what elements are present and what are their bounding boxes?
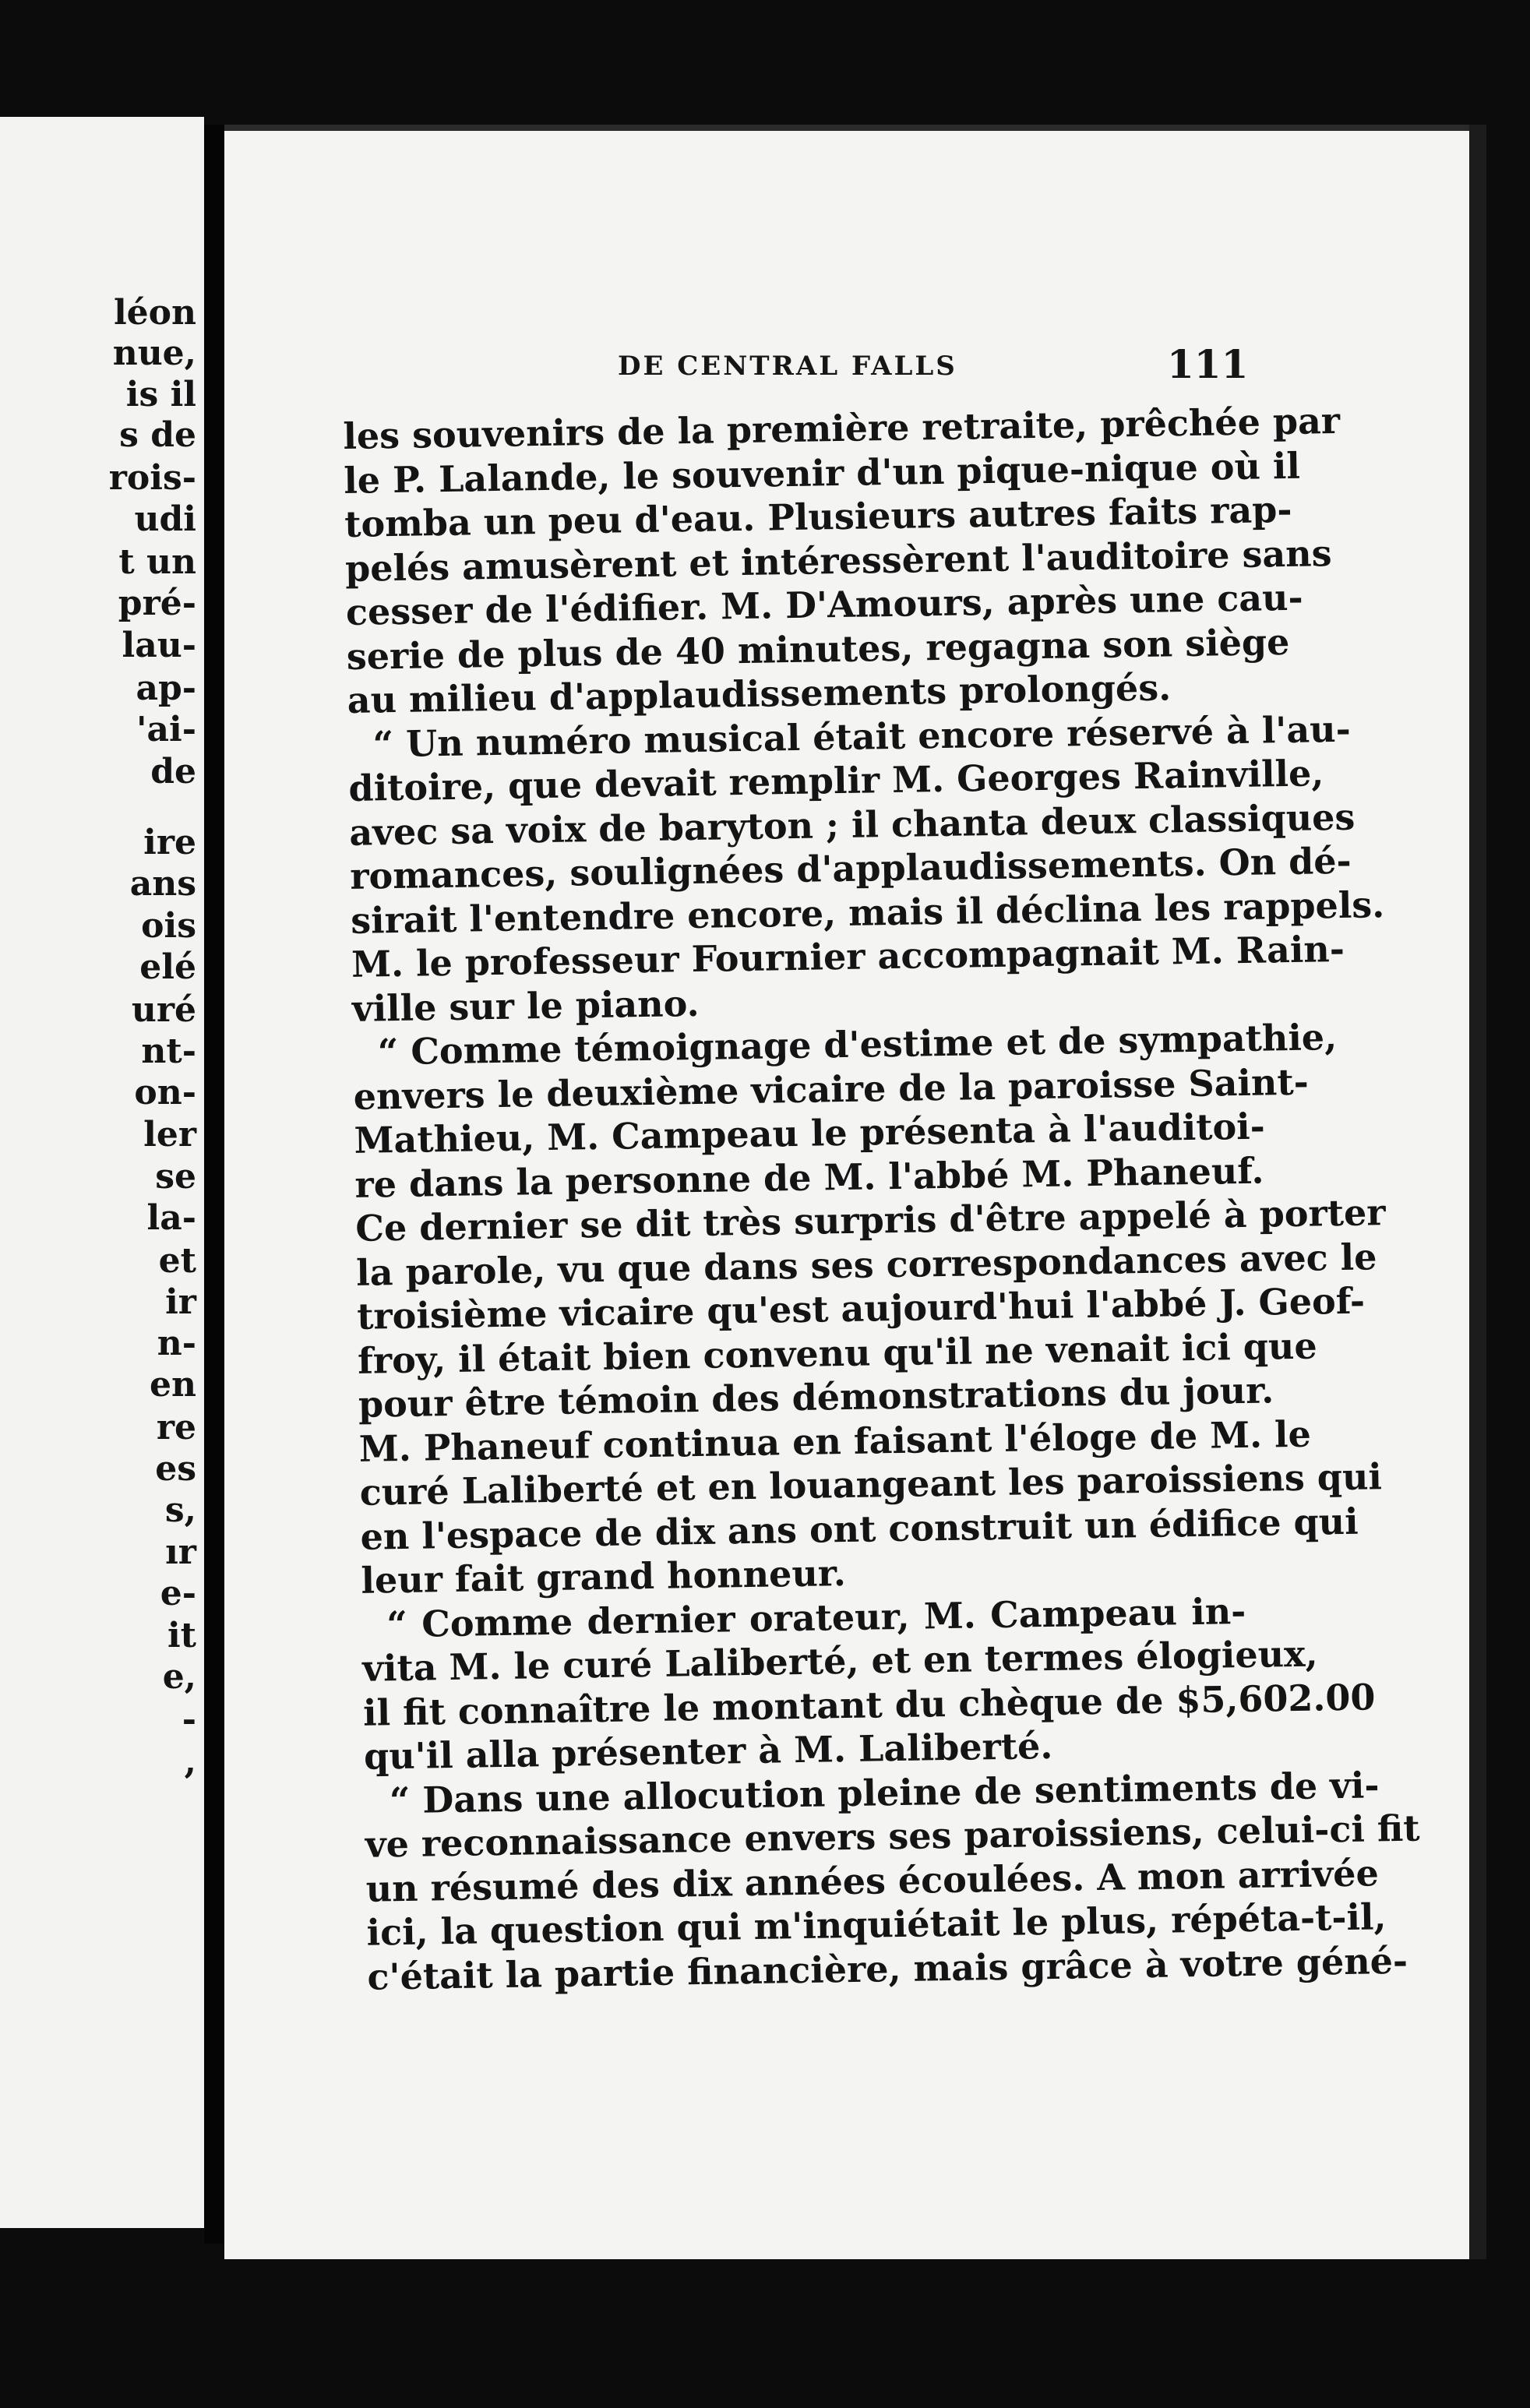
facing-page-fragment: ois	[141, 906, 196, 946]
text-line: pour être témoin des démonstrations du jour.	[358, 1369, 1274, 1426]
facing-page-fragment: ,	[184, 1742, 196, 1782]
text-line: Ce dernier se dit très surpris d'être appelé à porter	[354, 1191, 1386, 1250]
facing-page-fragment: -	[182, 1700, 196, 1740]
text-line: avec sa voix de baryton ; il chanta deux classiques	[349, 795, 1355, 854]
facing-page-fragment: en	[150, 1365, 196, 1405]
text-line: re dans la personne de M. l'abbé M. Phaneuf.	[354, 1149, 1264, 1206]
facing-page	[0, 117, 204, 2228]
text-line: qu'il alla présenter à M. Laliberté.	[363, 1724, 1053, 1778]
facing-page-fragment: s,	[164, 1490, 196, 1530]
book-page	[224, 125, 1486, 2259]
text-line: serie de plus de 40 minutes, regagna son siège	[346, 620, 1290, 678]
facing-page-fragment: rois-	[108, 458, 196, 498]
facing-page-fragment: elé	[139, 947, 196, 987]
facing-page-fragment: n-	[157, 1324, 196, 1363]
text-line: curé Laliberté et en louangeant les paroissiens qui	[359, 1455, 1383, 1514]
facing-page-fragment: t un	[118, 542, 196, 582]
text-line: froy, il était bien convenu qu'il ne venait ici que	[357, 1324, 1318, 1382]
facing-page-fragment: ır	[165, 1532, 196, 1572]
facing-page-fragment: ler	[143, 1115, 196, 1155]
running-head: DE CENTRAL FALLS	[618, 351, 957, 382]
text-line: le P. Lalande, le souvenir d'un pique-nique où il	[343, 444, 1301, 502]
facing-page-fragment: et	[158, 1241, 196, 1281]
facing-page-fragment: léon	[113, 293, 196, 333]
facing-page-fragment: e-	[160, 1574, 196, 1613]
facing-page-fragment: ans	[129, 864, 196, 904]
text-line: Mathieu, M. Campeau le présenta à l'auditoi-	[354, 1105, 1266, 1162]
facing-page-fragment: udi	[134, 499, 196, 539]
text-line: il fit connaître le montant du chèque de $5,602.00	[362, 1675, 1376, 1734]
text-line: un résumé des dix années écoulées. A mon arrivée	[365, 1851, 1380, 1910]
facing-page-fragment: 'ai-	[136, 710, 196, 749]
facing-page-fragment: la-	[146, 1198, 196, 1238]
text-line: ville sur le piano.	[351, 982, 700, 1030]
text-line: pelés amusèrent et intéressèrent l'auditoire sans	[344, 531, 1332, 590]
facing-page-fragment: is il	[125, 375, 196, 414]
text-line: troisième vicaire qu'est aujourd'hui l'abbé J. Geof-	[356, 1279, 1366, 1338]
text-line: “ Comme dernier orateur, M. Campeau in-	[386, 1589, 1246, 1645]
facing-page-fragment: ap-	[136, 668, 196, 708]
body-text	[343, 399, 1420, 1999]
facing-page-fragment: es	[155, 1449, 196, 1489]
facing-page-fragment: lau-	[122, 626, 196, 665]
text-line: M. Phaneuf continua en faisant l'éloge de M. le	[358, 1412, 1312, 1470]
facing-page-fragment: on-	[134, 1073, 196, 1112]
text-line: “ Dans une allocution pleine de sentiments de vi-	[389, 1763, 1380, 1821]
facing-page-fragment: e,	[162, 1657, 196, 1697]
facing-page-fragment: it	[167, 1616, 196, 1655]
page-top-edge	[224, 125, 1486, 131]
facing-page-fragment: de	[150, 752, 196, 792]
text-line: cesser de l'édifier. M. D'Amours, après une cau-	[345, 576, 1303, 633]
text-line: “ Un numéro musical était encore réservé à l'au-	[372, 707, 1352, 765]
facing-page-fragment: nt-	[141, 1031, 196, 1071]
facing-page-fragment: uré	[131, 990, 196, 1030]
text-line: ve reconnaissance envers ses paroissiens, celui-ci fit	[365, 1807, 1420, 1866]
text-line: romances, soulignées d'applaudissements. On dé-	[349, 839, 1352, 897]
book-spine	[204, 125, 224, 2244]
facing-page-fragment: se	[155, 1157, 196, 1197]
text-line: en l'espace de dix ans ont construit un édifice qui	[360, 1500, 1359, 1558]
facing-page-fragment: s de	[119, 415, 196, 455]
facing-page-fragment: ir	[165, 1282, 196, 1322]
text-line: les souvenirs de la première retraite, prêchée par	[343, 399, 1341, 457]
facing-page-fragment: pré-	[118, 583, 196, 623]
page-number: 111	[1167, 341, 1249, 387]
facing-page-fragment: ire	[143, 823, 196, 862]
text-line: M. le professeur Fournier accompagnait M. Rain-	[351, 927, 1345, 985]
text-line: au milieu d'applaudissements prolongés.	[347, 666, 1172, 721]
facing-page-fragment: re	[156, 1408, 196, 1447]
text-line: vita M. le curé Laliberté, et en termes élogieux,	[361, 1632, 1318, 1690]
text-line: “ Comme témoignage d'estime et de sympathie,	[377, 1016, 1338, 1074]
page-right-edge	[1469, 125, 1486, 2259]
text-line: leur fait grand honneur.	[361, 1552, 847, 1602]
text-line: sirait l'entendre encore, mais il déclina les rappels.	[350, 883, 1385, 942]
text-line: tomba un peu d'eau. Plusieurs autres faits rap-	[344, 488, 1292, 545]
text-line: ici, la question qui m'inquiétait le plus, répéta-t-il,	[366, 1895, 1387, 1954]
text-line: c'était la partie financière, mais grâce à votre géné-	[367, 1939, 1408, 1998]
text-line: ditoire, que devait remplir M. Georges Rainville,	[348, 752, 1324, 809]
text-line: envers le deuxième vicaire de la paroisse Saint-	[353, 1060, 1310, 1118]
facing-page-fragment: nue,	[112, 333, 196, 373]
text-line: la parole, vu que dans ses correspondances avec le	[355, 1235, 1377, 1294]
